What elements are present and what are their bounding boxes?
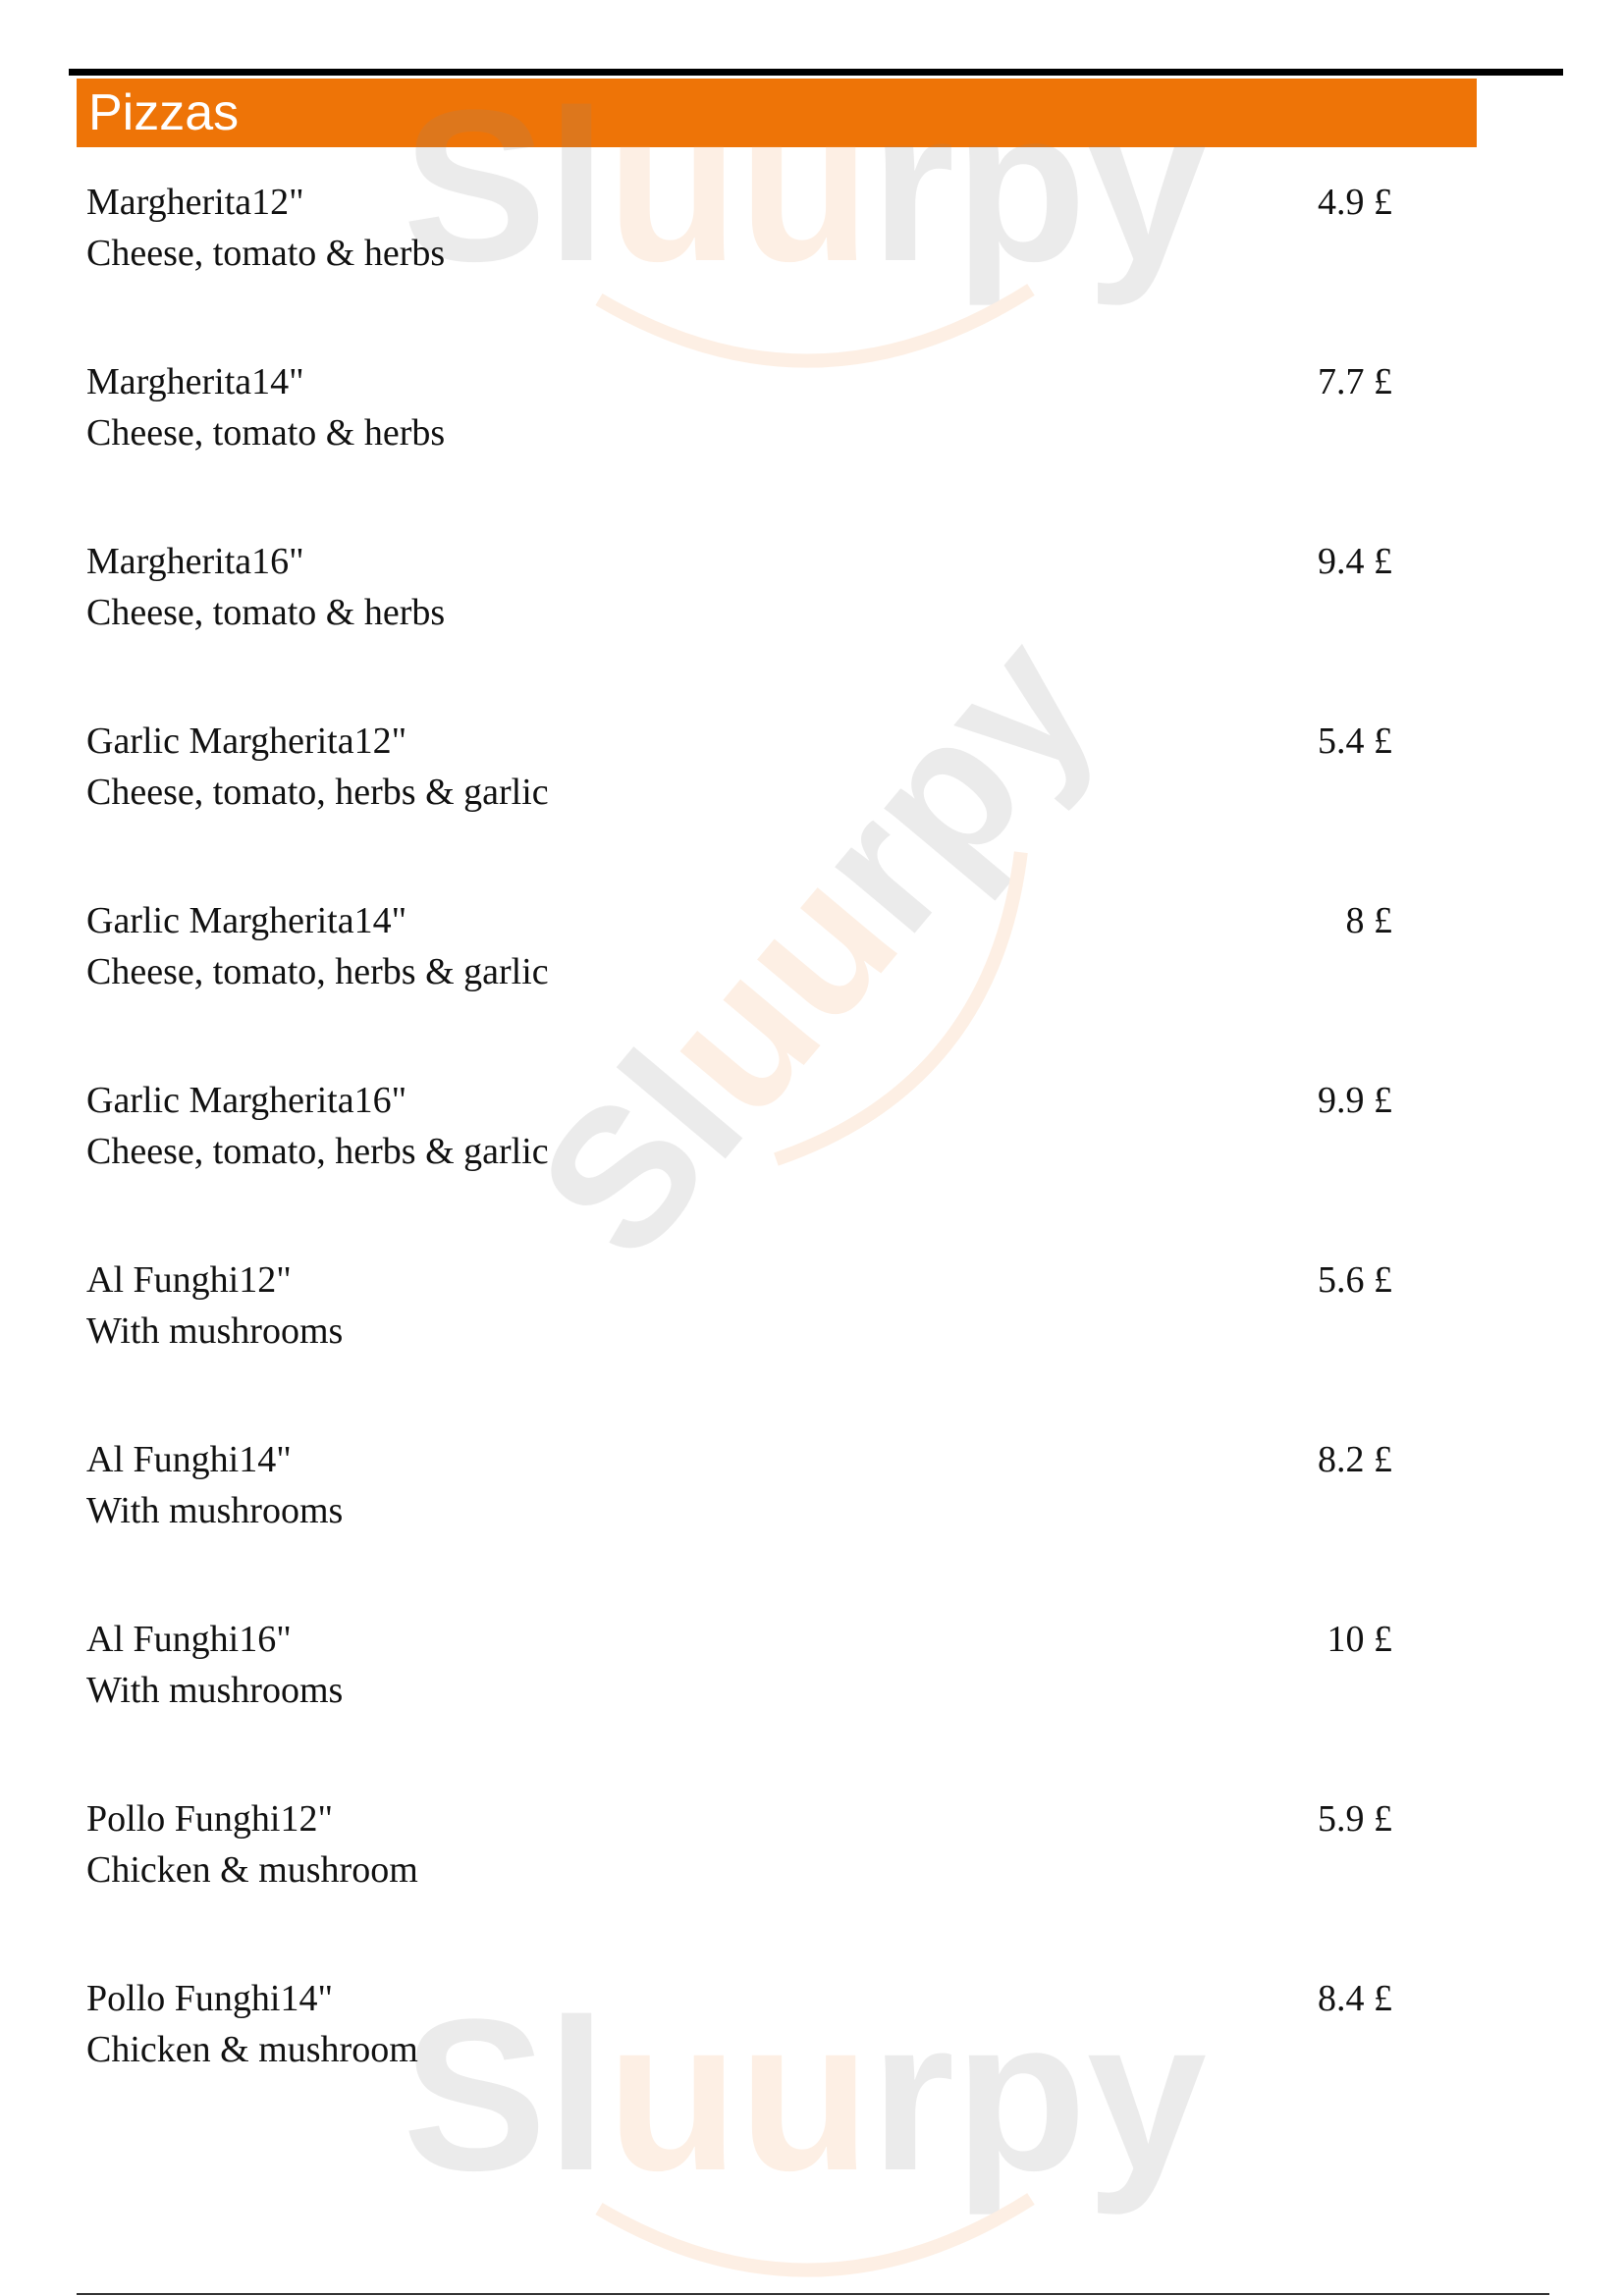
menu-item bbox=[86, 538, 1392, 646]
item-description: Cheese, tomato, herbs & garlic bbox=[86, 951, 549, 992]
menu-item bbox=[86, 1256, 1392, 1364]
item-name: Pollo Funghi14" bbox=[86, 1978, 333, 2019]
item-price: 7.7 £ bbox=[1318, 361, 1392, 402]
item-name: Pollo Funghi12" bbox=[86, 1798, 333, 1840]
item-name: Garlic Margherita16" bbox=[86, 1080, 407, 1121]
section-title: Pizzas bbox=[88, 84, 240, 141]
menu-item bbox=[86, 1436, 1392, 1544]
item-description: Cheese, tomato & herbs bbox=[86, 233, 446, 274]
watermark-text: Sluurpy bbox=[497, 596, 1135, 1297]
item-price: 5.4 £ bbox=[1318, 721, 1392, 762]
item-description: Chicken & mushroom bbox=[86, 2029, 418, 2070]
item-price: 9.4 £ bbox=[1318, 541, 1392, 582]
menu-item bbox=[86, 718, 1392, 826]
item-price: 8.2 £ bbox=[1318, 1439, 1392, 1480]
item-price: 8.4 £ bbox=[1318, 1978, 1392, 2019]
item-description: With mushrooms bbox=[86, 1490, 344, 1531]
item-price: 9.9 £ bbox=[1318, 1080, 1392, 1121]
item-price: 10 £ bbox=[1326, 1619, 1392, 1660]
menu-item bbox=[86, 179, 1392, 287]
menu-item bbox=[86, 358, 1392, 466]
item-name: Al Funghi14" bbox=[86, 1439, 292, 1480]
item-description: Cheese, tomato, herbs & garlic bbox=[86, 1131, 549, 1172]
item-name: Margherita14" bbox=[86, 361, 304, 402]
item-price: 4.9 £ bbox=[1318, 182, 1392, 223]
menu-item bbox=[86, 1077, 1392, 1185]
item-description: Cheese, tomato, herbs & garlic bbox=[86, 772, 549, 813]
item-name: Margherita16" bbox=[86, 541, 304, 582]
menu-item bbox=[86, 1975, 1392, 2083]
watermark-text: Sluurpy bbox=[403, 65, 1208, 306]
bottom-rule bbox=[77, 2293, 1549, 2295]
item-description: With mushrooms bbox=[86, 1310, 344, 1352]
item-name: Margherita12" bbox=[86, 182, 304, 223]
item-description: Cheese, tomato & herbs bbox=[86, 592, 446, 633]
item-name: Al Funghi12" bbox=[86, 1259, 292, 1301]
menu-item bbox=[86, 1616, 1392, 1724]
menu-item bbox=[86, 1795, 1392, 1903]
item-name: Garlic Margherita14" bbox=[86, 900, 407, 941]
item-price: 5.9 £ bbox=[1318, 1798, 1392, 1840]
watermark-text: Sluurpy bbox=[403, 1974, 1208, 2216]
item-name: Garlic Margherita12" bbox=[86, 721, 407, 762]
item-price: 8 £ bbox=[1345, 900, 1392, 941]
item-price: 5.6 £ bbox=[1318, 1259, 1392, 1301]
item-description: With mushrooms bbox=[86, 1670, 344, 1711]
menu-item bbox=[86, 897, 1392, 1005]
item-description: Chicken & mushroom bbox=[86, 1849, 418, 1891]
item-name: Al Funghi16" bbox=[86, 1619, 292, 1660]
item-description: Cheese, tomato & herbs bbox=[86, 412, 446, 454]
